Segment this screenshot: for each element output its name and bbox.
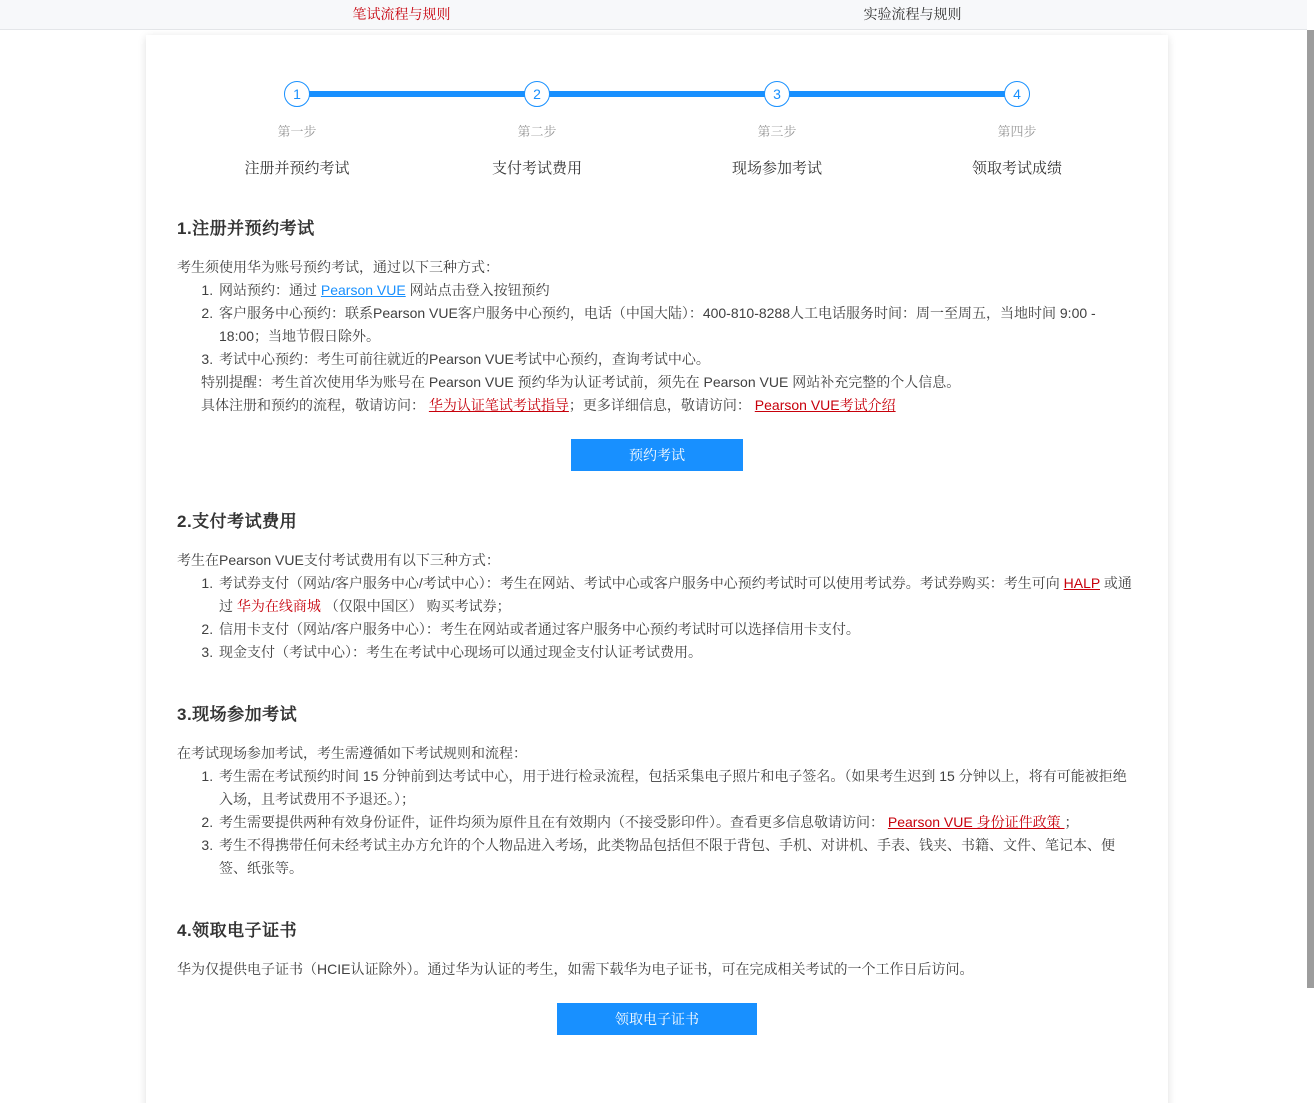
tab-written-exam-process[interactable]: 笔试流程与规则 [352,6,451,22]
halp-link[interactable]: HALP [1063,575,1100,591]
huawei-online-store-link[interactable]: 华为在线商城 [236,598,321,614]
section-1-heading: 1.注册并预约考试 [177,219,315,238]
section-1-item-website-booking [217,279,1137,302]
section-1-item-1-text-after: 网站点击登入按钮预约 [405,282,550,298]
step-1-circle: 1 [284,81,310,107]
section-3-item-id-documents [217,811,1137,834]
exam-steps-stepper [177,81,1137,178]
section-4-body: 华为仅提供电子证书（HCIE认证除外）。通过华为认证的考生，如需下载华为电子证书，可在完成相关考试的一个工作日后访问。 [177,961,974,977]
section-pay-exam-fee [177,507,1137,664]
step-3-circle: 3 [764,81,790,107]
section-3-intro: 在考试现场参加考试，考生需遵循如下考试规则和流程： [177,745,527,761]
section-1-intro: 考生须使用华为账号预约考试，通过以下三种方式： [177,259,499,275]
special-reminder-text: 特别提醒：考生首次使用华为账号在 Pearson VUE 预约华为认证考试前，须先在 Pearson VUE 网站补充完整的个人信息。 [201,374,961,390]
scrollbar-track[interactable] [1307,0,1314,1103]
section-attend-exam-onsite [177,700,1137,880]
section-2-item-voucher-payment [217,572,1137,618]
section-2-intro: 考生在Pearson VUE支付考试费用有以下三种方式： [177,552,500,568]
section-2-item-cash-payment: 3. 现金支付（考试中心）：考生在考试中心现场可以通过现金支付认证考试费用。 [217,641,1137,664]
section-2-item-1-text-mid: 或通过 [219,575,1132,614]
step-2 [417,81,657,178]
top-tab-bar [0,0,1314,30]
id-policy-link[interactable]: Pearson VUE 身份证件政策 [887,814,1065,830]
pearson-vue-exam-intro-link[interactable]: Pearson VUE考试介绍 [754,397,896,413]
section-3-item-2-text-after: ； [1064,814,1079,830]
section-2-item-credit-card-payment: 2. 信用卡支付（网站/客户服务中心）：考生在网站或者通过客户服务中心预约考试时可以选择信用卡支付。 [217,618,1137,641]
section-3-item-personal-items: 3. 考生不得携带任何未经考试主办方允许的个人物品进入考场，此类物品包括但不限于背包、手机、对讲机、手表、钱夹、书籍、文件、笔记本、便签、纸张等。 [217,834,1137,880]
step-1 [177,81,417,178]
section-3-item-2-text: 考生需要提供两种有效身份证件，证件均须为原件且在有效期内（不接受影印件）。查看更多信息敬请访问： [219,814,888,830]
guide-text-pre: 具体注册和预约的流程，敬请访问： [201,397,429,413]
step-2-title: 支付考试费用 [491,160,582,177]
content-card [146,35,1168,1103]
get-e-certificate-button[interactable]: 领取电子证书 [557,1003,757,1035]
written-exam-guide-link[interactable]: 华为认证笔试考试指导 [428,397,569,413]
top-tab-bar-inner [146,0,1168,29]
special-reminder-block [177,371,1137,417]
scrollbar-thumb[interactable] [1307,30,1314,988]
guide-text-mid: ；更多详细信息，敬请访问： [568,397,755,413]
section-2-item-1-text: 考试券支付（网站/客户服务中心/考试中心）：考生在网站、考试中心或客户服务中心预约考试时可以使用考试券。考试券购买：考生可向 [219,575,1064,591]
section-register-and-book [177,214,1137,471]
book-exam-button[interactable]: 预约考试 [571,439,743,471]
step-4-label: 第四步 [997,124,1037,139]
section-2-heading: 2.支付考试费用 [177,512,298,531]
step-2-circle: 2 [524,81,550,107]
step-1-label: 第一步 [277,124,317,139]
section-1-item-test-center-booking: 3. 考试中心预约：考生可前往就近的Pearson VUE考试中心预约，查询考试中心。 [217,348,1137,371]
section-1-item-1-text: 网站预约：通过 [219,282,321,298]
step-3-title: 现场参加考试 [731,160,822,177]
section-get-e-certificate [177,916,1137,1035]
step-1-title: 注册并预约考试 [244,160,350,177]
pearson-vue-link[interactable]: Pearson VUE [320,282,406,298]
tab-lab-exam-process[interactable]: 实验流程与规则 [863,6,962,22]
section-2-item-1-text-after: （仅限中国区） 购买考试券； [320,598,511,614]
section-3-item-arrival-time: 1. 考生需在考试预约时间 15 分钟前到达考试中心，用于进行检录流程，包括采集电子照片和电子签名。（如果考生迟到 15 分钟以上，将有可能被拒绝入场，且考试费用不予退还。）； [217,765,1137,811]
step-3-label: 第三步 [757,124,797,139]
step-2-label: 第二步 [517,124,557,139]
section-1-item-service-center-booking: 2. 客户服务中心预约：联系Pearson VUE客户服务中心预约，电话（中国大陆）：400-810-8288人工电话服务时间：周一至周五，当地时间 9:00 - 18:00；当地节假日除外。 [217,302,1137,348]
step-4-circle: 4 [1004,81,1030,107]
section-3-heading: 3.现场参加考试 [177,705,298,724]
step-4 [897,81,1137,178]
step-4-title: 领取考试成绩 [971,160,1062,177]
section-4-heading: 4.领取电子证书 [177,921,298,940]
step-3 [657,81,897,178]
